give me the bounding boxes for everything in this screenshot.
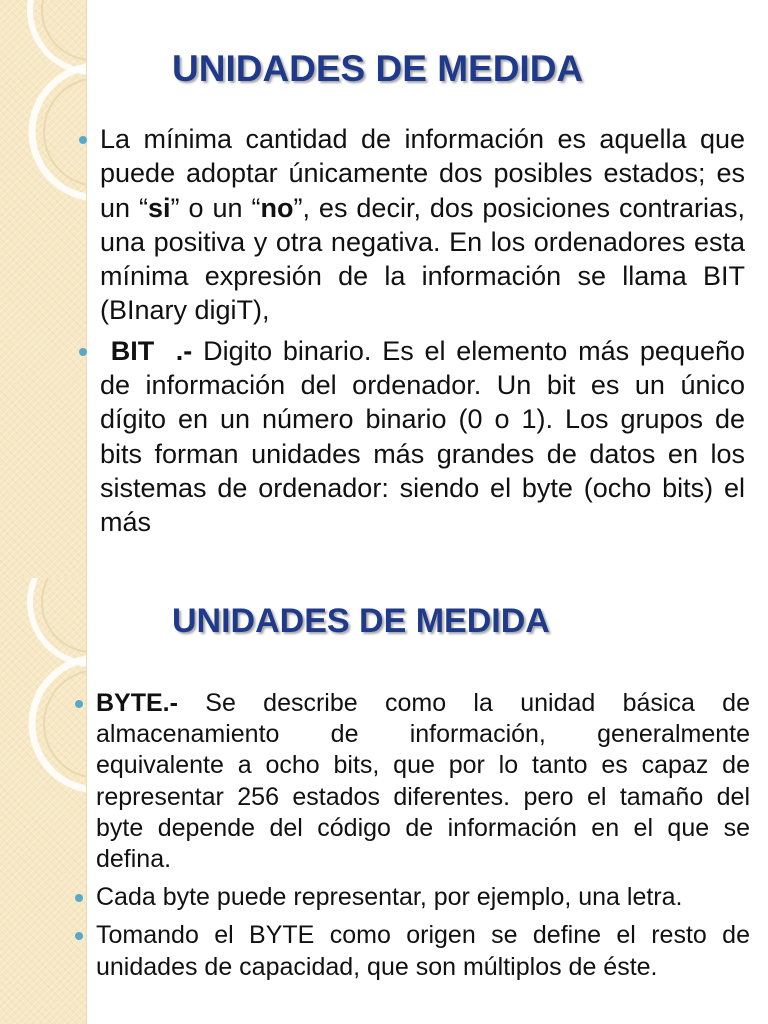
bullet-icon: [75, 700, 83, 708]
bullet-text: Cada byte puede representar, por ejemplo, una letra.: [96, 883, 683, 912]
decorative-sidebar: [0, 578, 87, 1024]
bullet-item: [96, 920, 750, 982]
slide-title: UNIDADES DE MEDIDA: [172, 48, 584, 89]
emphasis-si: si: [148, 192, 171, 223]
decorative-circles: [0, 578, 86, 1024]
bullet-list: [96, 688, 750, 990]
bullet-text: ”, es decir, dos posiciones contrarias, una positiva y otra negativa. En los ordenadores esta mínima expresión de la información se llama BIT (BInary digiT),: [100, 192, 745, 326]
emphasis-no: no: [260, 192, 294, 223]
bullet-icon: [79, 136, 87, 144]
bullet-item: [100, 122, 745, 328]
term-bit: BIT .-: [100, 335, 193, 366]
bullet-item: [100, 334, 745, 540]
bullet-text: La mínima cantidad de información es aquella que puede adoptar únicamente dos posibles estados; es un “: [100, 124, 745, 223]
decorative-circles: [0, 0, 86, 578]
bullet-text: ” o un “: [170, 192, 261, 223]
bullet-item: [96, 882, 750, 913]
slide-title: UNIDADES DE MEDIDA: [172, 602, 550, 640]
bullet-text: Digito binario. Es el elemento más pequeño de información del ordenador. Un bit es un único dígito en un número binario (0 o 1). Los grupos de bits forman unidades más grandes de datos en los sistemas de ordenador: siendo el byte (ocho bits) el más: [100, 335, 745, 538]
bullet-text: Tomando el BYTE como origen se define el resto de unidades de capacidad, que son múltiplos de éste.: [96, 921, 750, 981]
bullet-icon: [79, 348, 87, 356]
bullet-list: [100, 122, 745, 546]
bullet-item: [96, 688, 750, 875]
bullet-text: Se describe como la unidad básica de almacenamiento de información, generalmente equivalente a ocho bits, que por lo tanto es capaz de representar 256 estados diferentes. pero el tamaño del byte depende del código de información en el que se defina.: [96, 689, 750, 874]
decorative-sidebar: [0, 0, 87, 578]
slide-2: [0, 578, 768, 1024]
term-byte: BYTE.-: [96, 689, 178, 717]
